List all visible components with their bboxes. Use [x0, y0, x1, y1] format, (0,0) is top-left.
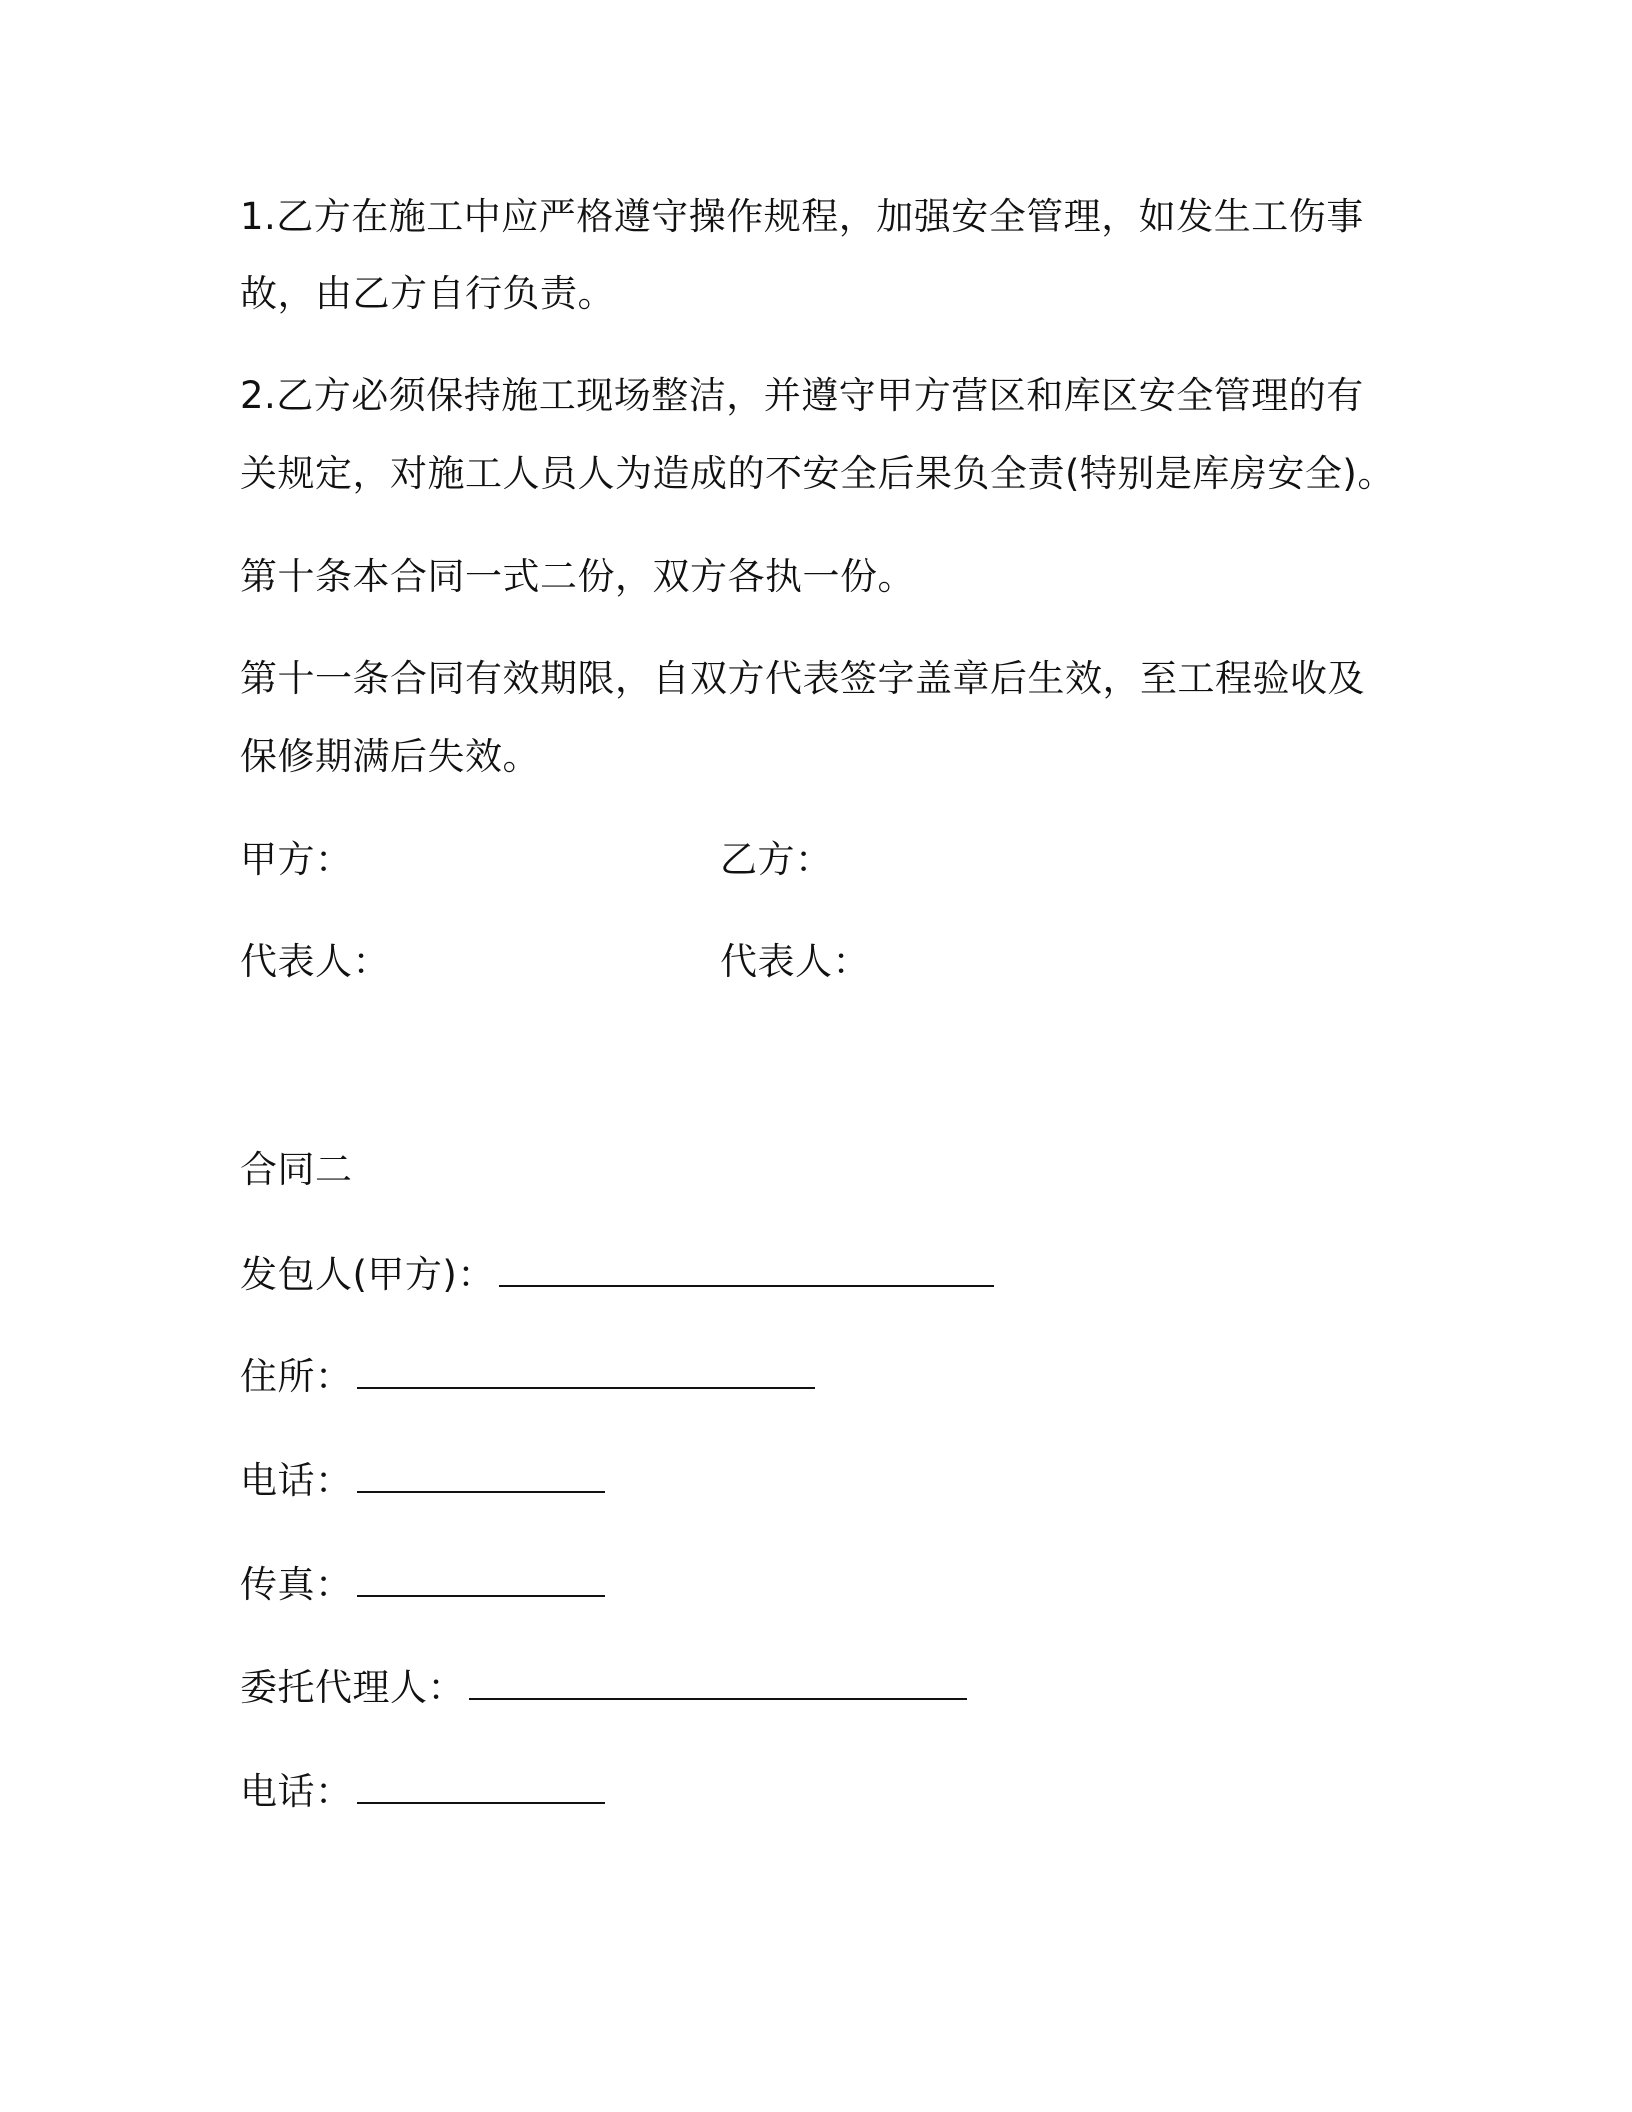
- party-b-label: 乙方：: [720, 838, 833, 881]
- agent-field-row: [240, 1664, 967, 1712]
- phone-label: 电话：: [240, 1459, 353, 1502]
- clause-safety-1-line1: 1.乙方在施工中应严格遵守操作规程，加强安全管理，如发生工伤事: [240, 195, 1364, 238]
- phone2-label: 电话：: [240, 1770, 353, 1813]
- phone2-blank: [357, 1768, 605, 1804]
- article-10: 第十条本合同一式二份，双方各执一份。: [240, 555, 915, 598]
- contract2-title: 合同二: [240, 1148, 353, 1191]
- article-11-line1: 第十一条合同有效期限，自双方代表签字盖章后生效，至工程验收及: [240, 657, 1365, 700]
- phone-blank: [357, 1457, 605, 1493]
- employer-label: 发包人(甲方)：: [240, 1253, 495, 1296]
- article-11-line2: 保修期满后失效。: [240, 735, 540, 778]
- clause-safety-1-line2: 故，由乙方自行负责。: [240, 272, 615, 315]
- employer-field-row: [240, 1251, 994, 1299]
- address-label: 住所：: [240, 1355, 353, 1398]
- agent-blank: [469, 1664, 967, 1700]
- fax-label: 传真：: [240, 1563, 353, 1606]
- rep-a-label: 代表人：: [240, 940, 390, 983]
- rep-b-label: 代表人：: [720, 940, 870, 983]
- clause-safety-2-line1: 2.乙方必须保持施工现场整洁，并遵守甲方营区和库区安全管理的有: [240, 374, 1364, 417]
- phone2-field-row: [240, 1768, 605, 1816]
- fax-field-row: [240, 1561, 605, 1609]
- fax-blank: [357, 1561, 605, 1597]
- clause-safety-2-line2: 关规定，对施工人员人为造成的不安全后果负全责(特别是库房安全)。: [240, 452, 1395, 495]
- phone-field-row: [240, 1457, 605, 1505]
- party-a-label: 甲方：: [240, 838, 353, 881]
- employer-blank: [499, 1251, 994, 1287]
- address-field-row: [240, 1353, 815, 1401]
- agent-label: 委托代理人：: [240, 1666, 465, 1709]
- address-blank: [357, 1353, 815, 1389]
